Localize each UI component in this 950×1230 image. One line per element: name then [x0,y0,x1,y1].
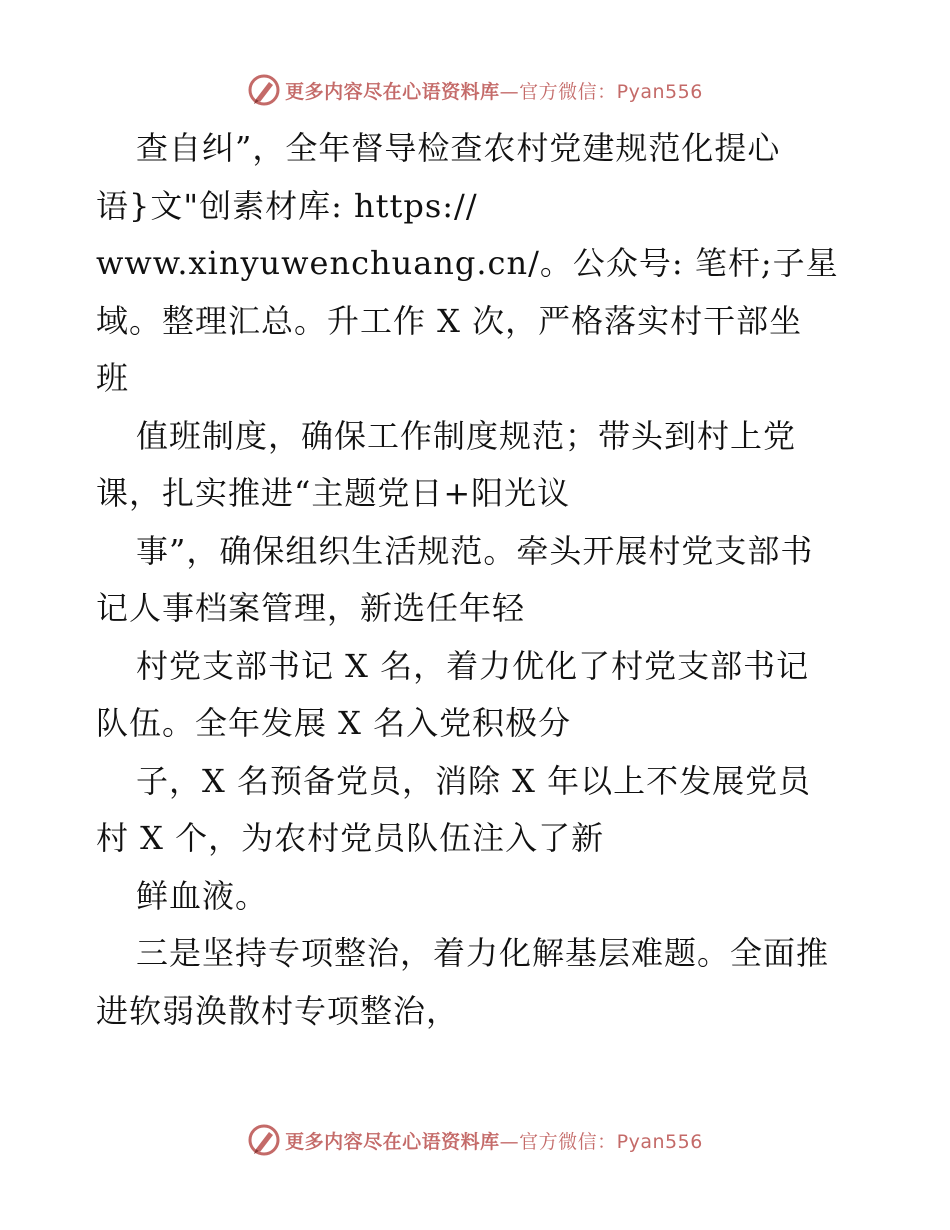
text-line-13: 村 X 个，为农村党员队伍注入了新 [96,819,605,857]
text-line-12: 子，X 名预备党员，消除 X 年以上不发展党员 [136,761,812,800]
pen-logo-icon [247,73,281,107]
pen-logo-icon [247,1123,281,1157]
document-body [96,120,896,1040]
text-line-10: 村党支部书记 X 名，着力优化了村党支部书记 [136,646,810,685]
text-line-1: 查自纠”，全年督导检查农村党建规范化提心 [136,129,781,167]
text-line-16: 进软弱涣散村专项整治， [96,991,460,1030]
text-line-3: www.xinyuwenchuang.cn/。公众号: 笔杆;子星 [96,244,839,282]
watermark-contact: —官方微信：Pyan556 [499,80,703,103]
text-line-7: 课，扎实推进“主题党日+阳光议 [96,474,571,512]
watermark-header [0,70,950,110]
watermark-contact: —官方微信：Pyan556 [499,1130,703,1153]
text-line-9: 记人事档案管理，新选任年轻 [96,589,526,627]
text-line-8: 事”，确保组织生活规范。牵头开展村党支部书 [136,531,814,570]
watermark-brand: 更多内容尽在心语资料库 [285,1130,500,1153]
text-line-5: 班 [96,359,130,397]
watermark-brand: 更多内容尽在心语资料库 [285,80,500,103]
text-line-14: 鲜血液。 [136,876,269,915]
text-line-15: 三是坚持专项整治，着力化解基层难题。全面推 [136,934,830,972]
text-line-11: 队伍。全年发展 X 名入党积极分 [96,704,572,742]
text-line-6: 值班制度，确保工作制度规范；带头到村上党 [136,416,797,455]
text-line-4: 域。整理汇总。升工作 X 次，严格落实村干部坐 [96,301,803,340]
text-line-2: 语}文"创素材库: https:// [96,186,478,225]
watermark-footer [0,1120,950,1160]
